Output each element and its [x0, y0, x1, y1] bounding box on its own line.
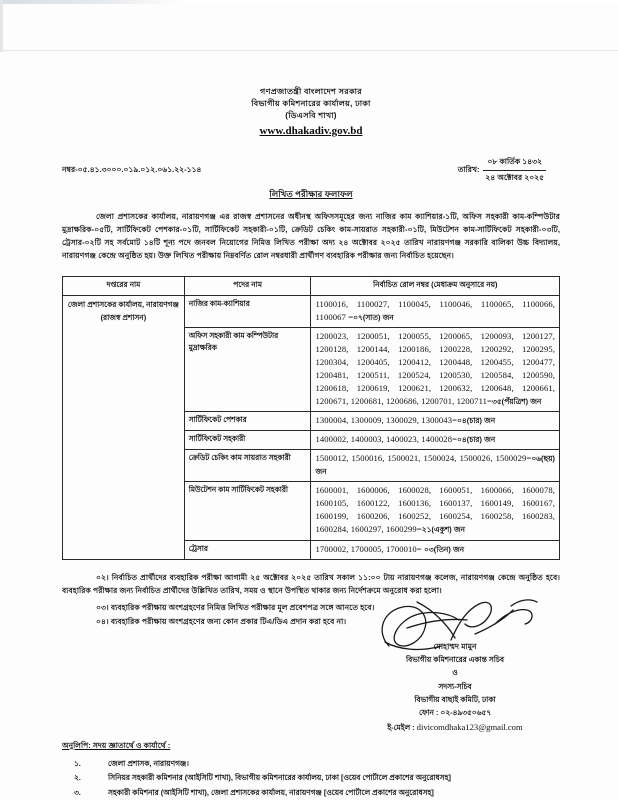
- cell-office-name: জেলা প্রশাসকের কার্যালয়, নারায়ণগঞ্জ (রাজস্ব প্রশাসন): [63, 295, 185, 559]
- list-item: [62, 771, 560, 785]
- distribution-text: জেলা প্রশাসক, নারায়ণগঞ্জ।: [108, 759, 189, 768]
- signatory-email-row: [355, 720, 555, 735]
- signatory-phone: ফোন : ০২-৪৯৩৫০৬৫৭: [419, 708, 491, 718]
- memo-number: [62, 164, 201, 177]
- cell-roll-numbers: [311, 431, 560, 450]
- roll-list: 1200023, 1200051, 1200055, 1200065, 1200093, 1200127, 1200128, 1200144, 1200186, 1200228, 1200292, 1200295, 1200304, 1200405, 1200412, 1200448, 1200455, 1200477, 1200481, 1200511, 1200524, 1200530, 1200584, 1200590, 1200618, 1200619, 1200621, 1200632, 1200648, 1200661, 1200671, 1200681, 1200686, 1200701, 1200711=: [315, 330, 555, 406]
- scan-edge-top: [0, 0, 618, 4]
- header-post: পদের নাম: [184, 276, 311, 295]
- memo-date-stack: [483, 156, 546, 185]
- list-item: [62, 757, 560, 771]
- cell-post-name: নাজির কাম-ক্যাশিয়ার: [184, 295, 311, 327]
- header-office: দপ্তরের নাম: [63, 276, 185, 295]
- signatory-name: মোহাম্মদ মামুন: [433, 642, 477, 651]
- table-header-row: [63, 276, 560, 295]
- roll-count: ০৭(সাত) জন: [353, 312, 394, 322]
- intro-paragraph: জেলা প্রশাসকের কার্যালয়, নারায়ণগঞ্জ এর রাজস্ব প্রশাসনের অধীনস্থ অফিসসমূহের জন্য নাজির কাম ক্যাশিয়ার-১টি, অফিস সহকারী কাম-কম্পিউটার মুদ্রাক্ষরিক-০৫টি, সার্টিফিকেট পেশকার-০১টি, সার্টিফিকেট সহকারী-০১টি, ক্রেডিট চেকিং কাম-সায়রাত সহকারী-০১টি, মিউটেশন কাম-সার্টিফিকেট সহকারী-০৩টি, ট্রেসার-০২টি সহ সর্বমোট ১৪টি শূন্য পদে জনবল নিয়োগের নিমিত্ত লিখিত পরীক্ষা অদ্য ২৪ অক্টোবর ২০২৫ তারিখ নারায়ণগঞ্জ সরকারি বালিকা উচ্চ বিদ্যালয়, নারায়ণগঞ্জ কেন্দ্রে অনুষ্ঠিত হয়। উক্ত লিখিত পরীক্ষায় নিম্নবর্ণিত রোল নম্বরধারী প্রার্থীগণ ব্যবহারিক পরীক্ষার জন্য নির্বাচিত হয়েছেন।: [62, 211, 560, 261]
- signatory-designation-1: বিভাগীয় কমিশনারের একান্ত সচিব: [406, 655, 504, 665]
- results-table: [62, 276, 560, 560]
- cell-post-name: ক্রেডিট চেকিং কাম সায়রাত সহকারী: [184, 450, 311, 482]
- distribution-text: সহকারী কমিশনার (আইসিটি শাখা), জেলা প্রশাসকের কার্যালয়, নারায়ণগঞ্জ [ওয়েব পোর্টালে প্রকাশের অনুরোধসহ]: [108, 787, 434, 797]
- cell-roll-numbers: [311, 327, 560, 411]
- roll-list: 1700002, 1700005, 1700010=: [315, 543, 425, 554]
- note-item: ০২। নির্বাচিত প্রার্থীদের ব্যবহারিক পরীক্ষা আগামী ২৫ অক্টোবর ২০২৫ তারিখ সকাল ১১:০০ টায় নারায়ণগঞ্জ কলেজ, নারায়ণগঞ্জ কেন্দ্রে অনুষ্ঠিত হবে। ব্যবহারিক পরীক্ষার জন্য নির্বাচিত প্রার্থীদের উল্লিখিত তারিখ, সময় ও স্থানে উপস্থিত থাকার জন্য নির্দেশক্রমে অনুরোধ করা হলো।: [62, 572, 560, 596]
- email-address[interactable]: divicomdhaka123@gmail.com: [416, 721, 523, 732]
- scan-edge-left: [0, 0, 3, 52]
- table-row: [63, 295, 560, 327]
- document-body: [62, 86, 560, 628]
- letterhead-website[interactable]: www.dhakadiv.gov.bd: [259, 124, 363, 137]
- roll-list: 1600001, 1600006, 1600028, 1600051, 1600066, 1600078, 1600105, 1600122, 1600136, 1600137, 1600149, 1600167, 1600199, 1600206, 1600252, 1600254, 1600258, 1600283, 1600284, 1600297, 1600299=: [315, 485, 555, 535]
- memo-number-value: ০৫.৪১.৩০০০.০১৯.০১২.০৬১.২২-১১৪: [77, 164, 202, 174]
- cell-roll-numbers: [311, 540, 560, 559]
- roll-count: ০৪(চার) জন: [457, 435, 496, 445]
- memo-date-bangla: ০৮ কার্তিক ১৪৩২: [483, 156, 546, 171]
- roll-count: ৩৫(পঁয়ত্রিশ) জন: [492, 396, 542, 406]
- cell-post-name: অফিস সহকারী কাম কম্পিউটার মুদ্রাক্ষরিক: [184, 327, 311, 411]
- signatory-designation-2: সদস্য-সচিব: [438, 681, 472, 691]
- roll-list: 1300004, 1300009, 1300029, 1300043=: [315, 415, 458, 426]
- memo-row: [62, 156, 560, 186]
- distribution-number: ১.: [74, 759, 81, 768]
- note-item: ০৩। ব্যবহারিক পরীক্ষায় অংশগ্রহণের নিমিত্ত লিখিত পরীক্ষার মূল প্রবেশপত্র সঙ্গে আনতে হবে।: [96, 603, 375, 613]
- header-rolls: নির্বাচিত রোল নম্বর (মেধাক্রম অনুসারে নয়): [311, 276, 560, 295]
- note-item: ০৪। ব্যবহারিক পরীক্ষায় অংশগ্রহণের জন্য কোন প্রকার টিএ/ডিএ প্রদান করা হবে না।: [96, 616, 347, 626]
- memo-date-gregorian: ২৪ অক্টোবর ২০২৫: [485, 172, 545, 182]
- signatory-designation-3: বিভাগীয় বাছাই কমিটি, ঢাকা: [414, 695, 496, 705]
- cell-roll-numbers: [311, 450, 560, 482]
- letterhead-government: গণপ্রজাতন্ত্রী বাংলাদেশ সরকার: [260, 87, 362, 96]
- roll-list: 1500012, 1500016, 1500021, 1500024, 1500026, 1500029=: [315, 453, 532, 464]
- roll-count: ০৪(চার) জন: [457, 416, 496, 426]
- distribution-text: সিনিয়র সহকারী কমিশনার (আইসিটি শাখা), বিভাগীয় কমিশনারের কার্যালয়, ঢাকা [ওয়েব পোর্টালে প্রকাশের অনুরোধসহ]: [108, 773, 451, 783]
- roll-count: ২১(একুশ) জন: [421, 525, 465, 535]
- distribution-number: ২.: [74, 773, 81, 783]
- cell-post-name: সার্টিফিকেট সহকারী: [184, 431, 311, 450]
- roll-count: ০৬(ছয়) জন: [315, 454, 555, 477]
- distribution-list: [62, 740, 560, 800]
- cell-post-name: সার্টিফিকেট পেশকার: [184, 412, 311, 431]
- cell-post-name: ট্রেসার: [184, 540, 311, 559]
- roll-list: 1400002, 1400003, 1400023, 1400028=: [315, 434, 458, 445]
- memo-number-label: নম্বর-: [62, 164, 78, 174]
- scan-fold-line: [0, 50, 618, 51]
- distribution-number: ৩.: [74, 787, 81, 797]
- cell-roll-numbers: [311, 295, 560, 327]
- letterhead-branch: (ডিএসবি শাখা): [285, 110, 337, 120]
- distribution-title: অনুলিপি: সদয় জ্ঞাতার্থে ও কার্যার্থে :: [62, 741, 171, 750]
- handwritten-signature: [355, 600, 555, 646]
- cell-roll-numbers: [311, 412, 560, 431]
- email-label: ই-মেইল :: [387, 722, 417, 732]
- cell-roll-numbers: [311, 482, 560, 540]
- letterhead: [62, 86, 560, 140]
- memo-date-label: তারিখ:: [457, 164, 480, 174]
- roll-count: ০৩(তিন) জন: [424, 544, 465, 554]
- results-table-body: [63, 295, 560, 559]
- roll-list: 1100016, 1100027, 1100045, 1100046, 1100065, 1100066, 1100067 =: [315, 298, 555, 322]
- signatory-and: ও: [452, 668, 458, 678]
- list-item: [62, 786, 560, 800]
- document-subject: লিখিত পরীক্ষার ফলাফল: [269, 188, 353, 199]
- memo-date: [458, 156, 546, 185]
- letterhead-office: বিভাগীয় কমিশনারের কার্যালয়, ঢাকা: [251, 98, 371, 108]
- cell-post-name: মিউটেশন কাম সার্টিফিকেট সহকারী: [184, 482, 311, 540]
- signature-block: [355, 600, 555, 735]
